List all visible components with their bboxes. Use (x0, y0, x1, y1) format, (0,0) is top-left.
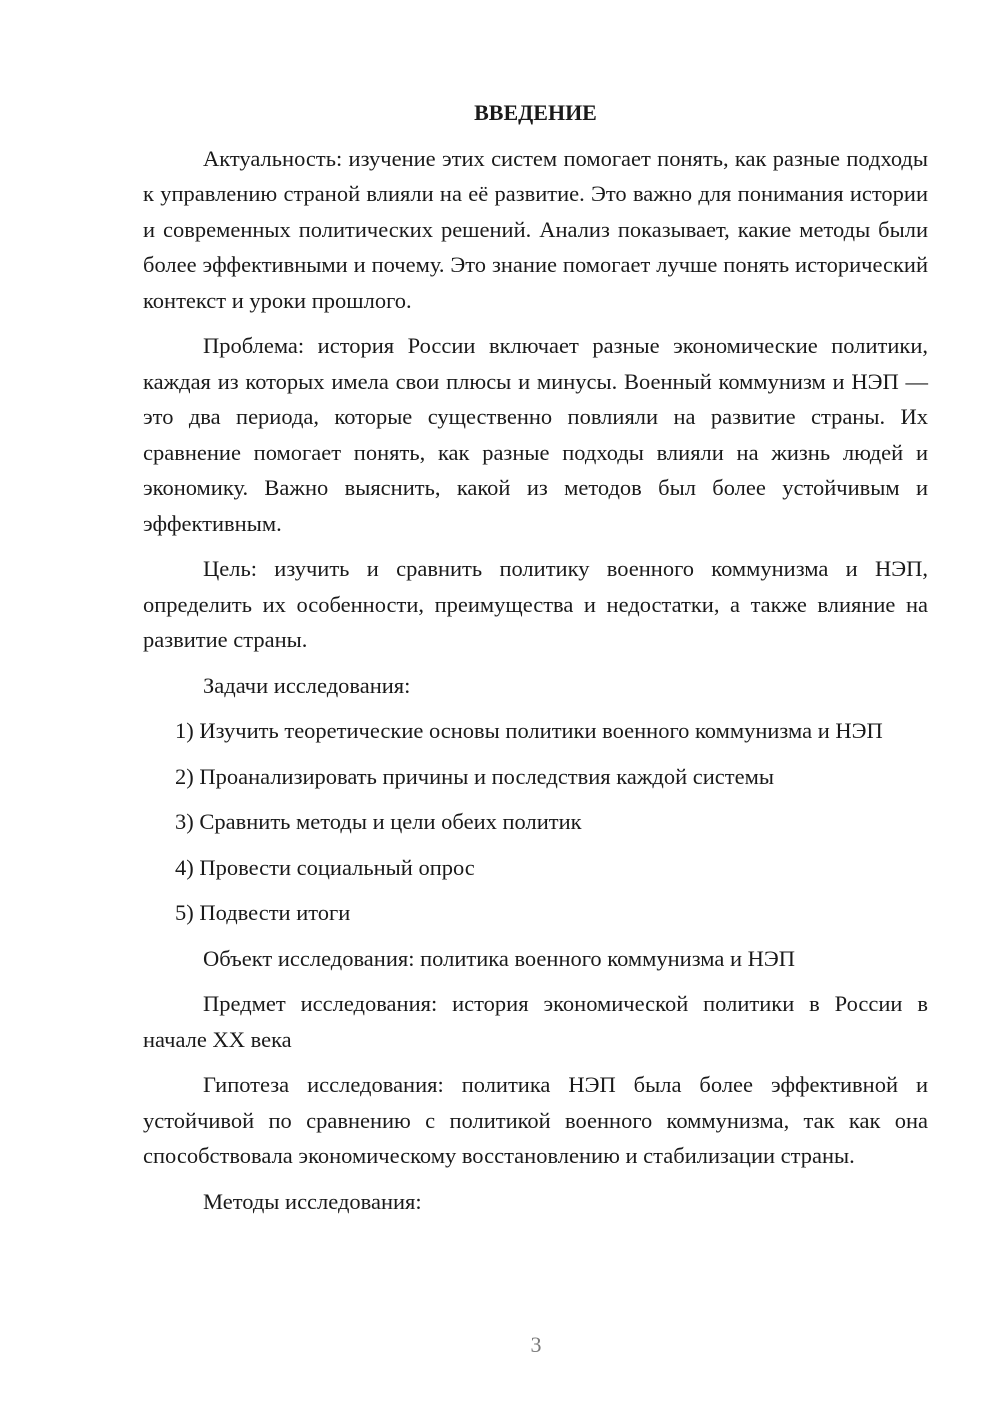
section-heading: ВВЕДЕНИЕ (474, 100, 597, 125)
task-item-1: 1) Изучить теоретические основы политики военного коммунизма и НЭП (175, 718, 883, 743)
methods-title: Методы исследования: (203, 1188, 422, 1214)
relevance-paragraph: Актуальность: изучение этих систем помогает понять, как разные подходы к управлению страной влияли на её развитие. Это важно для понимания истории и современных политических решений. Анализ показывает, какие методы были более эффективными и почему. Это знание помогает лучше понять исторический контекст и уроки прошлого. (143, 145, 928, 313)
object-paragraph: Объект исследования: политика военного коммунизма и НЭП (203, 945, 795, 971)
goal-paragraph: Цель: изучить и сравнить политику военного коммунизма и НЭП, определить их особенности, преимущества и недостатки, а также влияние на развитие страны. (143, 556, 928, 652)
problem-paragraph: Проблема: история России включает разные экономические политики, каждая из которых имела свои плюсы и минусы. Военный коммунизм и НЭП — это два периода, которые существенно повлияли на развитие страны. Их сравнение помогает понять, как разные подходы влияли на жизнь людей и экономику. Важно выяснить, какой из методов был более устойчивым и эффективным. (143, 333, 928, 536)
tasks-title: Задачи исследования: (203, 672, 411, 698)
task-item-4: 4) Провести социальный опрос (175, 854, 475, 880)
task-item-5: 5) Подвести итоги (175, 900, 351, 925)
task-item-2: 2) Проанализировать причины и последствия каждой системы (175, 763, 774, 789)
hypothesis-paragraph: Гипотеза исследования: политика НЭП была более эффективной и устойчивой по сравнению с политикой военного коммунизма, так как она способствовала экономическому восстановлению и стабилизации страны. (143, 1072, 928, 1168)
page-content (143, 95, 928, 1229)
subject-paragraph: Предмет исследования: история экономической политики в России в начале XX века (143, 991, 928, 1052)
task-item-3: 3) Сравнить методы и цели обеих политик (175, 809, 582, 834)
page-number: 3 (530, 1332, 542, 1357)
